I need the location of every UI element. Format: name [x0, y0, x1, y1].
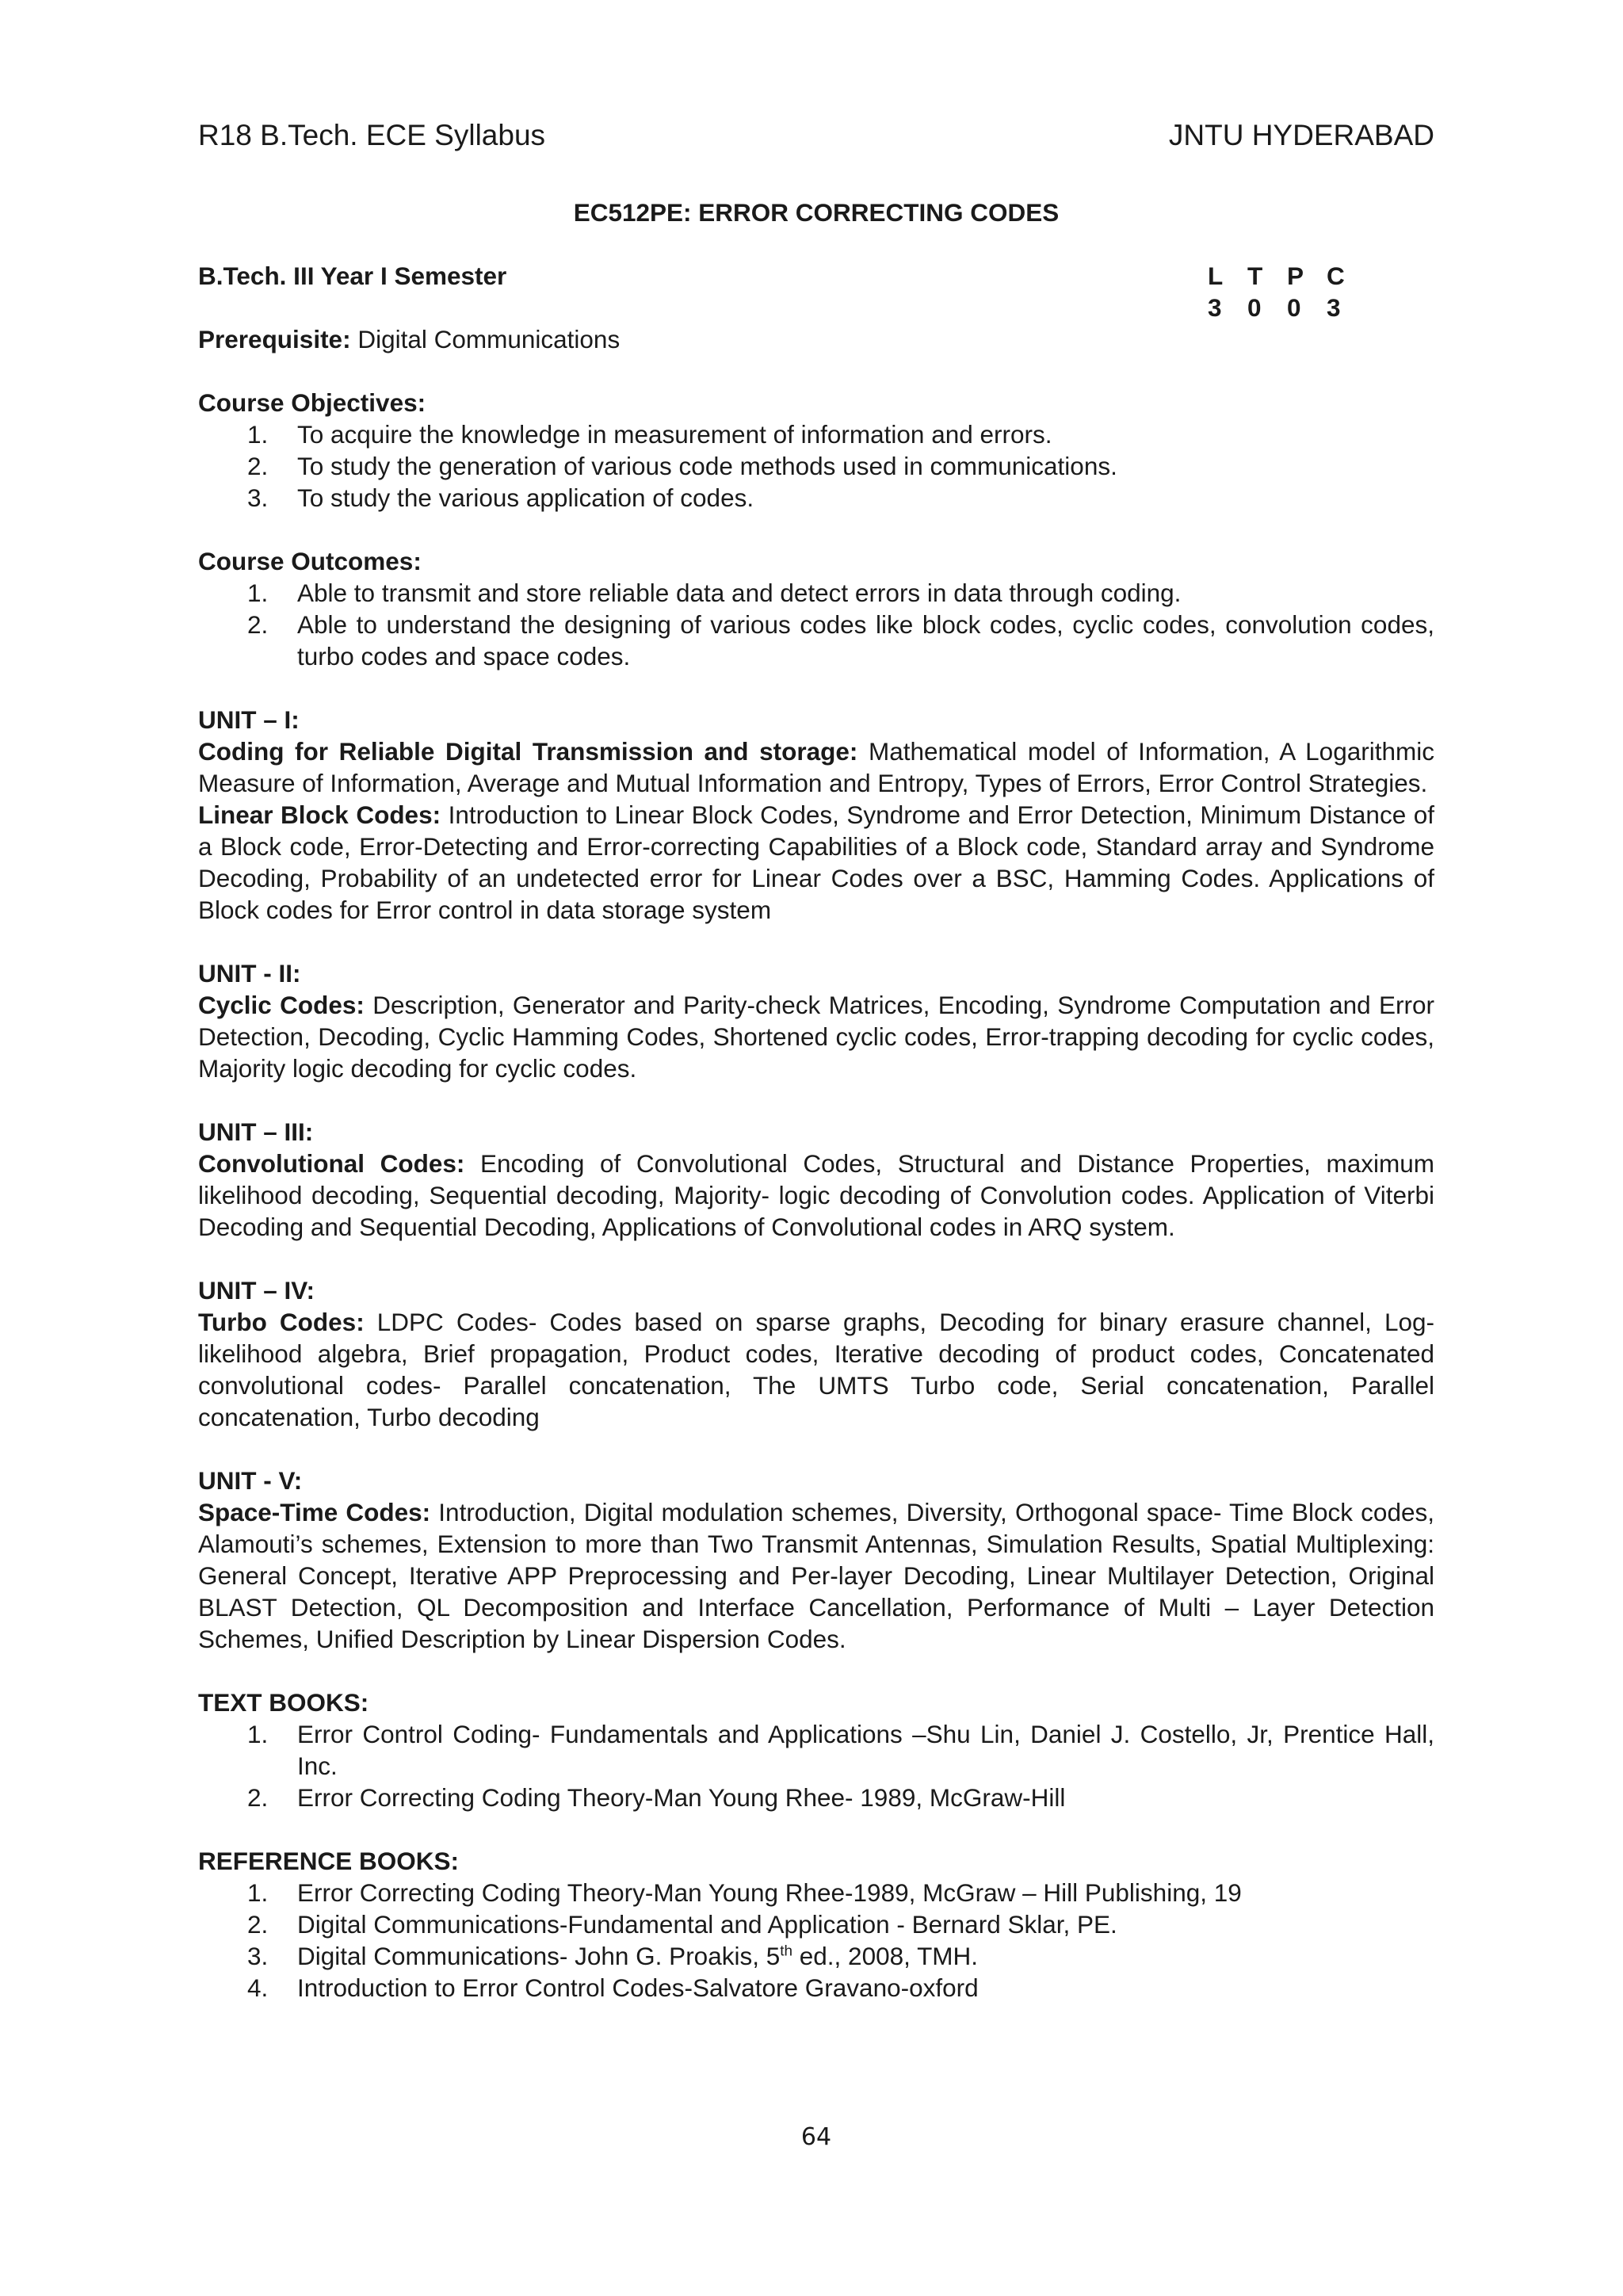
- ltpc-value: 0: [1247, 293, 1262, 322]
- ltpc-labels: [1208, 260, 1366, 292]
- outcomes-list: [198, 577, 1434, 672]
- list-item: 1. Error Control Coding- Fundamentals and Applications –Shu Lin, Daniel J. Costello, Jr, Prentice Hall, Inc.: [247, 1720, 1434, 1780]
- course-title: EC512PE: ERROR CORRECTING CODES: [573, 198, 1060, 227]
- prerequisite: [198, 323, 620, 355]
- ltpc-value: 3: [1208, 293, 1222, 322]
- ltpc-label: P: [1287, 262, 1304, 290]
- unit-heading: UNIT – I:: [198, 705, 300, 734]
- list-item: 2. Error Correcting Coding Theory-Man Young Rhee- 1989, McGraw-Hill: [247, 1783, 1066, 1812]
- list-item: 4. Introduction to Error Control Codes-Salvatore Gravano-oxford: [247, 1973, 979, 2002]
- unit-paragraph: Space-Time Codes: Introduction, Digital modulation schemes, Diversity, Orthogonal space- Time Block codes, Alamouti’s schemes, Extension to more than Two Transmit Antennas, Simulation Results, Spatial Multiplexing: General Concept, Iterative APP Preprocessing and Per-layer Decoding, Linear Multilayer Detection, Original BLAST Detection, QL Decomposition and Interface Cancellation, Performance of Multi – Layer Detection Schemes, Unified Description by Linear Dispersion Codes.: [198, 1498, 1434, 1653]
- list-item: 2. Able to understand the designing of various codes like block codes, cyclic codes, convolution codes, turbo codes and space codes.: [247, 610, 1434, 670]
- list-item: 1. Able to transmit and store reliable data and detect errors in data through coding.: [247, 579, 1182, 607]
- ltpc-table: [1208, 260, 1366, 323]
- objectives-heading: Course Objectives:: [198, 388, 426, 417]
- syllabus-body: [198, 387, 1434, 2004]
- unit-heading: UNIT – IV:: [198, 1276, 315, 1305]
- prerequisite-value: Digital Communications: [350, 325, 621, 353]
- unit-paragraph: Cyclic Codes: Description, Generator and Parity-check Matrices, Encoding, Syndrome Computation and Error Detection, Decoding, Cyclic Hamming Codes, Shortened cyclic codes, Error-trapping decoding for cyclic codes, Majority logic decoding for cyclic codes.: [198, 991, 1434, 1083]
- unit-heading: UNIT – III:: [198, 1117, 314, 1146]
- list-item: 3. Digital Communications- John G. Proakis, 5th ed., 2008, TMH.: [247, 1942, 979, 1970]
- list-item: 2. Digital Communications-Fundamental and Application - Bernard Sklar, PE.: [247, 1910, 1117, 1939]
- reference-books-heading: REFERENCE BOOKS:: [198, 1847, 460, 1875]
- ltpc-label: C: [1327, 262, 1345, 290]
- prerequisite-label: Prerequisite:: [198, 325, 351, 353]
- ltpc-value: 0: [1287, 293, 1301, 322]
- text-books-heading: TEXT BOOKS:: [198, 1688, 369, 1717]
- unit-paragraph: Coding for Reliable Digital Transmission and storage: Mathematical model of Information, A Logarithmic Measure of Information, Average and Mutual Information and Entropy, Types of Errors, Error Control Strategies.: [198, 737, 1434, 797]
- unit-paragraph: Linear Block Codes: Introduction to Linear Block Codes, Syndrome and Error Detection, Minimum Distance of a Block code, Error-Detecting and Error-correcting Capabilities of a Block code, Standard array and Syndrome Decoding, Probability of an undetected error for Linear Codes over a BSC, Hamming Codes. Applications of Block codes for Error control in data storage system: [198, 800, 1434, 924]
- text-books-list: [198, 1718, 1434, 1813]
- list-item: 2. To study the generation of various code methods used in communications.: [247, 452, 1117, 480]
- unit-paragraph: Convolutional Codes: Encoding of Convolutional Codes, Structural and Distance Properties, maximum likelihood decoding, Sequential decoding, Majority- logic decoding of Convolution codes. Application of Viterbi Decoding and Sequential Decoding, Applications of Convolutional codes in ARQ system.: [198, 1149, 1434, 1241]
- outcomes-heading: Course Outcomes:: [198, 547, 422, 575]
- list-item: 1. Error Correcting Coding Theory-Man Young Rhee-1989, McGraw – Hill Publishing, 19: [247, 1878, 1242, 1907]
- ltpc-label: T: [1247, 262, 1263, 290]
- reference-books-list: [198, 1877, 1434, 2004]
- header-right: JNTU HYDERABAD: [1168, 119, 1434, 151]
- unit-heading: UNIT - II:: [198, 959, 301, 988]
- list-item: 3. To study the various application of codes.: [247, 483, 754, 512]
- ltpc-value: 3: [1327, 293, 1341, 322]
- ltpc-label: L: [1208, 262, 1224, 290]
- unit-paragraph: Turbo Codes: LDPC Codes- Codes based on sparse graphs, Decoding for binary erasure channel, Log-likelihood algebra, Brief propagation, Product codes, Iterative decoding of product codes, Concatenated convolutional codes- Parallel concatenation, The UMTS Turbo code, Serial concatenation, Parallel concatenation, Turbo decoding: [198, 1308, 1434, 1431]
- unit-heading: UNIT - V:: [198, 1466, 303, 1495]
- list-item: 1. To acquire the knowledge in measurement of information and errors.: [247, 420, 1052, 449]
- semester-line: B.Tech. III Year I Semester: [198, 262, 507, 290]
- page-number: 64: [800, 2123, 832, 2151]
- objectives-list: [198, 418, 1434, 514]
- ltpc-values: [1208, 292, 1366, 323]
- header-left: R18 B.Tech. ECE Syllabus: [198, 119, 546, 151]
